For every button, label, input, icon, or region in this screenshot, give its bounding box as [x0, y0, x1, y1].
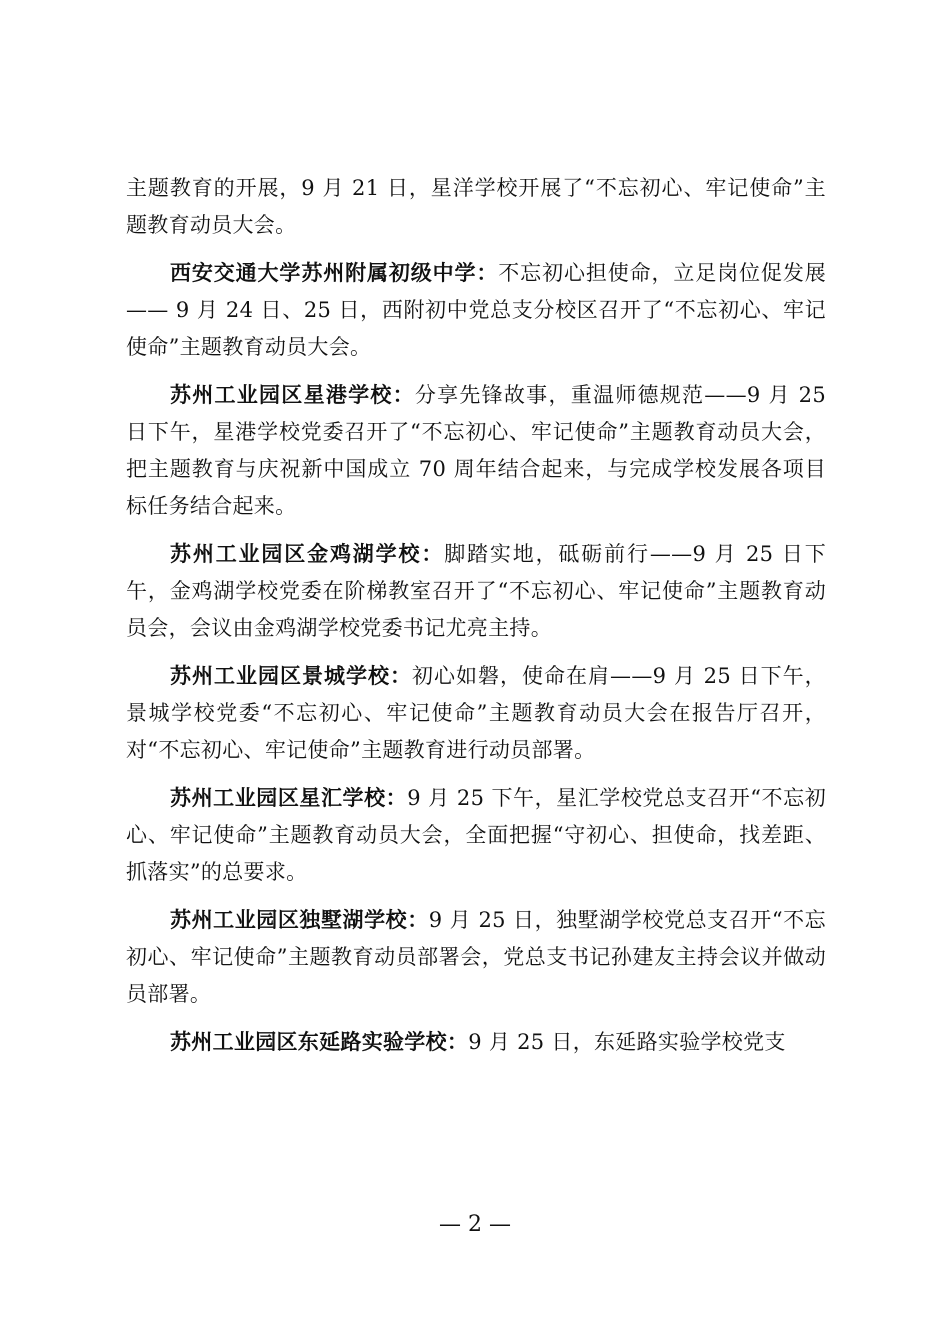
school-name: 西安交通大学苏州附属初级中学： [170, 260, 499, 285]
page-number: — 2 — [439, 1212, 511, 1237]
paragraph-school [126, 1023, 826, 1061]
paragraph-school [126, 535, 826, 647]
school-name: 苏州工业园区独墅湖学校： [170, 907, 429, 932]
paragraph-school [126, 657, 826, 769]
paragraph-school [126, 901, 826, 1013]
paragraph-text: 9 月 25 日，独墅湖学校党总支召开“不忘初心、牢记使命”主题教育动员部署会，党总支书记孙建友主持会议并做动员部署。 [126, 908, 826, 1006]
paragraph-continuation [126, 170, 826, 244]
paragraph-text: 脚踏实地，砥砺前行——9 月 25 日下午，金鸡湖学校党委在阶梯教室召开了“不忘初心、牢记使命”主题教育动员会，会议由金鸡湖学校党委书记尤亮主持。 [126, 542, 827, 640]
paragraph-text: 不忘初心担使命，立足岗位促发展—— 9 月 24 日、25 日，西附初中党总支分校区召开了“不忘初心、牢记使命”主题教育动员大会。 [126, 261, 827, 359]
school-name: 苏州工业园区景城学校： [170, 663, 413, 688]
school-name: 苏州工业园区东延路实验学校： [170, 1029, 469, 1054]
paragraph-school [126, 254, 826, 366]
document-body [126, 170, 826, 1071]
paragraph-school [126, 779, 826, 891]
paragraph-text: 9 月 25 下午，星汇学校党总支召开“不忘初心、牢记使命”主题教育动员大会，全面把握“守初心、担使命，找差距、抓落实”的总要求。 [126, 786, 826, 884]
paragraph-text: 9 月 25 日，东延路实验学校党支 [468, 1030, 786, 1054]
paragraph-text: 主题教育的开展，9 月 21 日，星洋学校开展了“不忘初心、牢记使命”主题教育动员大会。 [126, 176, 826, 237]
paragraph-school [126, 376, 826, 525]
paragraph-text: 分享先锋故事，重温师德规范——9 月 25 日下午，星港学校党委召开了“不忘初心、牢记使命”主题教育动员大会，把主题教育与庆祝新中国成立 70 周年结合起来，与完成学校发展各项目标任务结合起来。 [126, 383, 826, 518]
paragraph-text: 初心如磐，使命在肩——9 月 25 日下午，景城学校党委“不忘初心、牢记使命”主题教育动员大会在报告厅召开，对“不忘初心、牢记使命”主题教育进行动员部署。 [126, 664, 826, 762]
school-name: 苏州工业园区星汇学校： [170, 785, 408, 810]
school-name: 苏州工业园区金鸡湖学校： [170, 541, 445, 566]
school-name: 苏州工业园区星港学校： [170, 382, 415, 407]
